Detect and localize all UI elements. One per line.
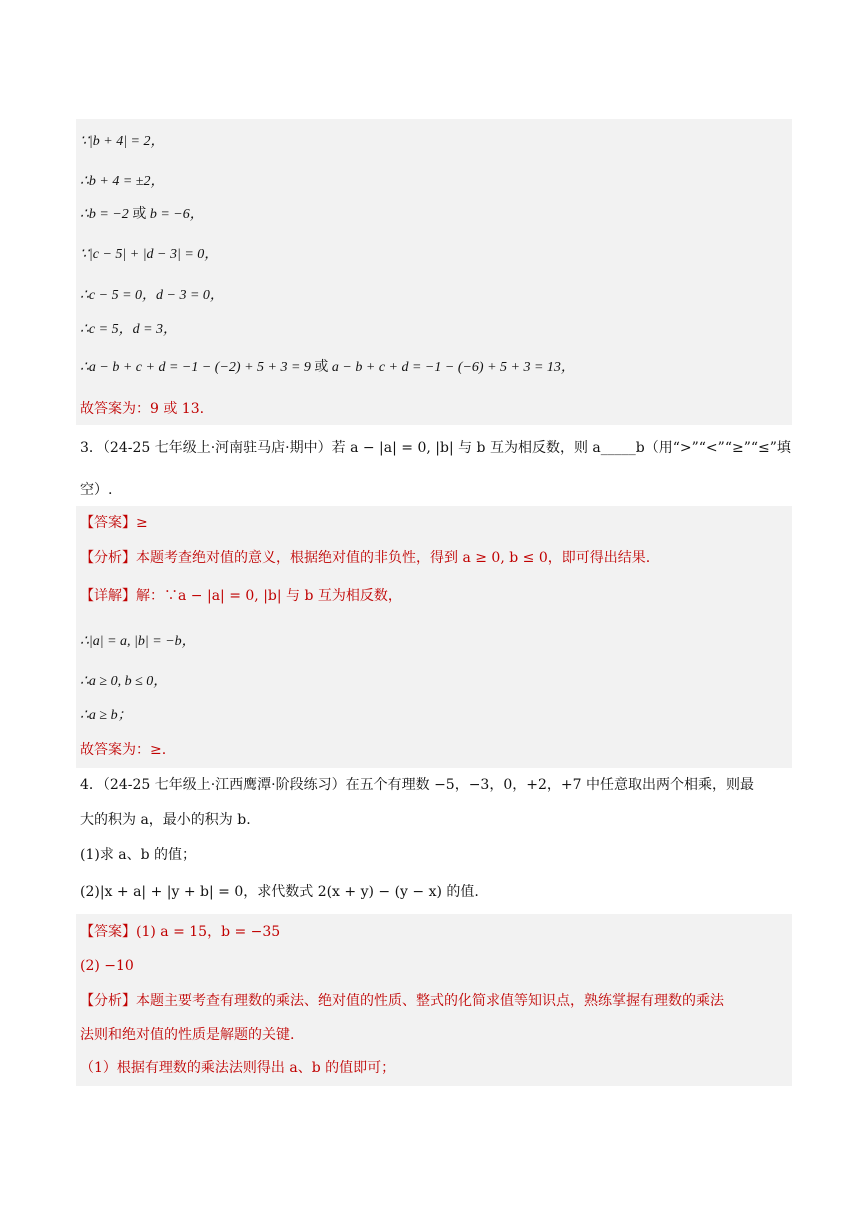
answer-line-2: (2) −10 bbox=[80, 958, 134, 974]
analysis-tag: 【分析】 bbox=[80, 993, 136, 1009]
solution-block-2 bbox=[76, 119, 792, 425]
answer-value: ≥ bbox=[136, 515, 148, 531]
question-4-part-2: (2)|x + a| + |y + b| = 0，求代数式 2(x + y) − (y − x) 的值. bbox=[80, 884, 479, 900]
answer-value: (1) a = 15，b = −35 bbox=[136, 924, 281, 940]
question-4-part-1: (1)求 a、b 的值； bbox=[80, 847, 197, 863]
step-line bbox=[80, 205, 204, 225]
step-line: ∴a ≥ 0, b ≤ 0， bbox=[80, 674, 168, 689]
analysis-text: 本题考查绝对值的意义，根据绝对值的非负性，得到 a ≥ 0, b ≤ 0，即可得出结果. bbox=[136, 550, 651, 566]
answer-line bbox=[80, 513, 148, 533]
analysis-line-3: （1）根据有理数的乘法法则得出 a、b 的值即可； bbox=[80, 1060, 396, 1076]
detail-text: 解：∵a − |a| = 0, |b| 与 b 互为相反数， bbox=[136, 588, 402, 604]
step-line: ∴|a| = a, |b| = −b， bbox=[80, 634, 196, 649]
step-part: ∴b = −2 bbox=[80, 207, 129, 222]
step-part: ∴a − b + c + d = −1 − (−2) + 5 + 3 = 9 bbox=[80, 360, 311, 375]
step-part: a − b + c + d = −1 − (−6) + 5 + 3 = 13， bbox=[331, 360, 575, 375]
answer-tag: 【答案】 bbox=[80, 924, 136, 940]
answer-tag: 【答案】 bbox=[80, 515, 136, 531]
or-word: 或 bbox=[314, 360, 329, 375]
question-3-line-2: 空）. bbox=[80, 482, 113, 498]
step-line: ∴c = 5，d = 3， bbox=[80, 322, 178, 337]
detail-tag: 【详解】 bbox=[80, 588, 136, 604]
answer-line bbox=[80, 922, 280, 942]
step-part: b = −6， bbox=[149, 207, 204, 222]
or-word: 或 bbox=[132, 207, 147, 222]
analysis-tag: 【分析】 bbox=[80, 550, 136, 566]
question-3-line-1: 3．（24-25 七年级上·河南驻马店·期中）若 a − |a| = 0, |b| 与 b 互为相反数，则 a_____b（用“>”“<”“≥”“≤”填 bbox=[80, 440, 791, 456]
detail-line bbox=[80, 586, 402, 606]
question-4-line-1: 4．（24-25 七年级上·江西鹰潭·阶段练习）在五个有理数 −5，−3，0，+2，+7 中任意取出两个相乘，则最 bbox=[80, 777, 754, 793]
final-answer-line: 故答案为：≥. bbox=[80, 742, 167, 758]
step-line: ∴c − 5 = 0，d − 3 = 0， bbox=[80, 288, 224, 303]
step-line: ∴a ≥ b； bbox=[80, 708, 132, 723]
analysis-text: 本题主要考查有理数的乘法、绝对值的性质、整式的化简求值等知识点，熟练掌握有理数的乘法 bbox=[136, 993, 724, 1009]
step-line bbox=[80, 358, 575, 378]
step-line: ∴b + 4 = ±2， bbox=[80, 174, 165, 189]
analysis-line-2: 法则和绝对值的性质是解题的关键. bbox=[80, 1027, 295, 1043]
step-line: ∵|c − 5| + |d − 3| = 0， bbox=[80, 247, 219, 262]
step-line: ∵|b + 4| = 2， bbox=[80, 134, 165, 149]
analysis-line bbox=[80, 548, 650, 568]
question-4-line-2: 大的积为 a，最小的积为 b. bbox=[80, 812, 251, 828]
final-answer-line: 故答案为：9 或 13. bbox=[80, 401, 205, 417]
analysis-line bbox=[80, 991, 724, 1011]
